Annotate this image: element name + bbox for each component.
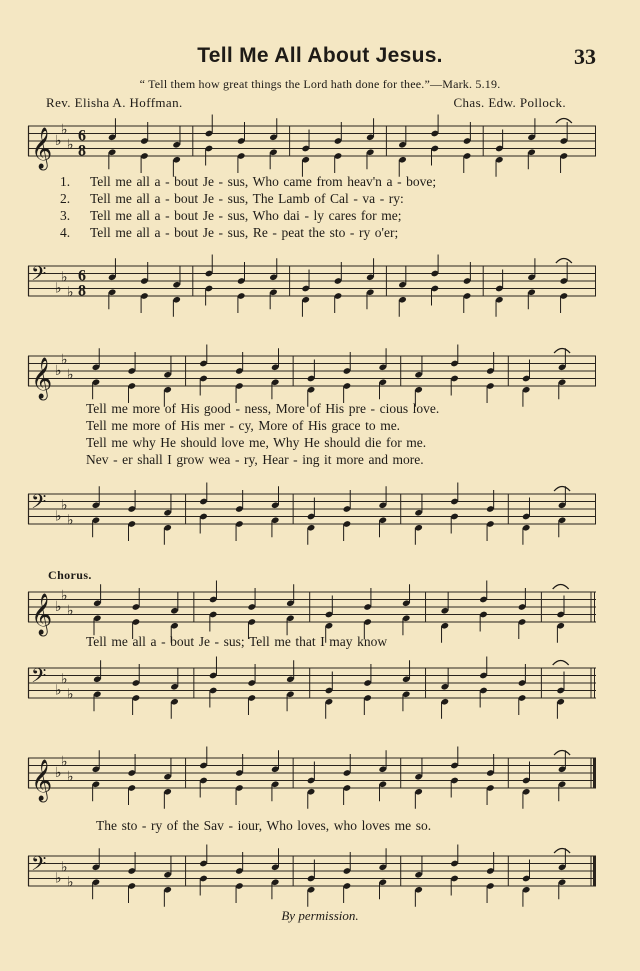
music-staff xyxy=(28,852,596,892)
verse-2-line-1 xyxy=(60,191,560,207)
fermata-icon xyxy=(556,119,572,124)
flat-icon: ♭ xyxy=(61,269,68,286)
fermata-icon xyxy=(553,585,569,590)
music-staff xyxy=(28,664,596,704)
chorus-line-2: The sto - ry of the Sav - iour, Who loves, who loves me so. xyxy=(96,818,432,833)
music-staff xyxy=(28,753,596,801)
lyric-text: Tell me all a - bout Je - sus, The Lamb of Cal - va - ry: xyxy=(90,191,404,206)
chorus-line-1: Tell me all a - bout Je - sus; Tell me that I may know xyxy=(86,634,388,649)
flat-icon: ♭ xyxy=(61,497,68,514)
fermata-icon xyxy=(554,487,570,492)
flat-icon: ♭ xyxy=(61,753,68,770)
lyric-text: Tell me all a - bout Je - sus, Who came from heav'n a - bove; xyxy=(90,174,437,189)
time-signature-top: 6 xyxy=(78,127,86,145)
verse-1-line-1 xyxy=(60,174,560,190)
flat-icon: ♭ xyxy=(67,366,74,383)
flat-icon: ♭ xyxy=(55,133,62,149)
time-signature-bottom: 8 xyxy=(78,282,86,300)
flat-icon: ♭ xyxy=(67,512,74,529)
bass-clef-icon: 𝄢 xyxy=(31,664,47,692)
flat-icon: ♭ xyxy=(67,686,74,703)
treble-clef-icon: 𝄞 xyxy=(31,760,53,801)
music-staff xyxy=(28,587,596,635)
hymn-title: Tell Me All About Jesus. xyxy=(197,44,443,67)
verse-3-line-1 xyxy=(60,208,560,224)
flat-icon: ♭ xyxy=(55,682,62,699)
verse-1-line-2: Tell me more of His good - ness, More of His pre - cious love. xyxy=(86,401,440,416)
composer-credit: Chas. Edw. Pollock. xyxy=(453,95,566,110)
time-signature-bottom: 8 xyxy=(78,142,86,160)
treble-clef-icon: 𝄞 xyxy=(31,594,53,635)
permission-note: By permission. xyxy=(281,908,359,923)
flat-icon: ♭ xyxy=(55,870,62,887)
flat-icon: ♭ xyxy=(61,671,68,688)
verse-number: 1. xyxy=(60,174,71,189)
music-staff xyxy=(28,351,596,399)
fermata-icon xyxy=(554,751,570,756)
treble-clef-icon: 𝄞 xyxy=(31,128,53,169)
fermata-icon xyxy=(554,349,570,354)
flat-icon: ♭ xyxy=(67,136,74,153)
verse-number: 4. xyxy=(60,225,71,240)
verse-number: 3. xyxy=(60,208,71,223)
music-staff xyxy=(28,262,596,302)
flat-icon: ♭ xyxy=(67,602,74,619)
chorus-label: Chorus. xyxy=(48,568,92,582)
scripture-epigraph: “ Tell them how great things the Lord hath done for thee.”—Mark. 5.19. xyxy=(139,77,501,91)
verse-3-line-2: Tell me why He should love me, Why He should die for me. xyxy=(86,435,427,450)
page-number: 33 xyxy=(574,44,596,69)
fermata-icon xyxy=(553,661,569,666)
time-signature-top: 6 xyxy=(78,267,86,285)
flat-icon: ♭ xyxy=(61,587,68,604)
treble-clef-icon: 𝄞 xyxy=(31,358,53,399)
verse-4-line-1 xyxy=(60,225,560,241)
lyric-text: Tell me all a - bout Je - sus, Who dai - ly cares for me; xyxy=(90,208,402,223)
bass-clef-icon: 𝄢 xyxy=(31,490,47,518)
lyric-text: Tell me all a - bout Je - sus, Re - peat the sto - ry o'er; xyxy=(90,225,399,240)
flat-icon: ♭ xyxy=(55,363,62,379)
bass-clef-icon: 𝄢 xyxy=(31,262,47,290)
music-staff xyxy=(28,121,596,169)
fermata-icon xyxy=(556,259,572,264)
verse-4-line-2: Nev - er shall I grow wea - ry, Hear - ing it more and more. xyxy=(86,452,424,467)
flat-icon: ♭ xyxy=(61,859,68,876)
verse-number: 2. xyxy=(60,191,71,206)
fermata-icon xyxy=(554,849,570,854)
flat-icon: ♭ xyxy=(61,351,68,368)
music-staff xyxy=(28,490,596,530)
verse-2-line-2: Tell me more of His mer - cy, More of His grace to me. xyxy=(86,418,401,433)
flat-icon: ♭ xyxy=(55,765,62,781)
bass-clef-icon: 𝄢 xyxy=(31,852,47,880)
lyricist-credit: Rev. Elisha A. Hoffman. xyxy=(46,95,183,110)
flat-icon: ♭ xyxy=(67,284,74,301)
flat-icon: ♭ xyxy=(61,121,68,138)
flat-icon: ♭ xyxy=(55,599,62,615)
flat-icon: ♭ xyxy=(67,874,74,891)
flat-icon: ♭ xyxy=(67,768,74,785)
flat-icon: ♭ xyxy=(55,280,62,297)
flat-icon: ♭ xyxy=(55,508,62,525)
